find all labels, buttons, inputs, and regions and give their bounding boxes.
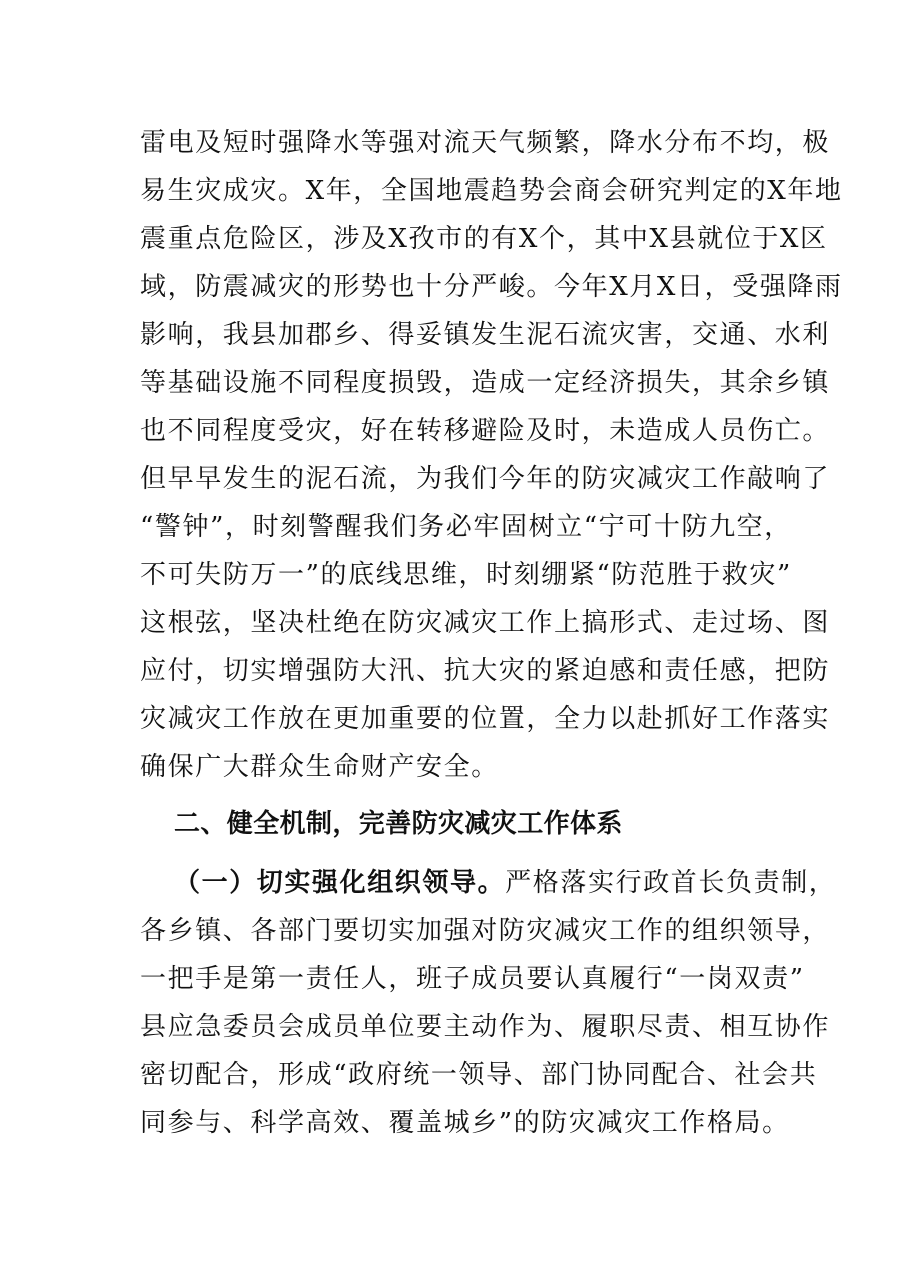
body-line: 一把手是第一责任人，班子成员要认真履行“一岗双责”	[140, 964, 805, 994]
subsection-first-line	[174, 867, 836, 899]
body-line: 不可失防万一”的底线思维，时刻绷紧“防范胜于救灾”	[140, 560, 792, 590]
subsection-first-line-rest: 严格落实行政首长负责制，	[505, 868, 837, 898]
body-line: 但早早发生的泥石流，为我们今年的防灾减灾工作敲响了	[140, 464, 831, 494]
subsection-lead: （一）切实强化组织领导。	[174, 868, 506, 898]
body-line: 域，防震减灾的形势也十分严峻。今年X月X日，受强降雨	[140, 272, 843, 302]
body-line: 各乡镇、各部门要切实加强对防灾减灾工作的组织领导，	[140, 916, 831, 946]
body-line: 灾减灾工作放在更加重要的位置，全力以赴抓好工作落实	[140, 704, 831, 734]
body-line: 易生灾成灾。X年，全国地震趋势会商会研究判定的X年地	[140, 176, 843, 206]
body-line: 同参与、科学高效、覆盖城乡”的防灾减灾工作格局。	[140, 1108, 790, 1138]
body-line: 这根弦，坚决杜绝在防灾减灾工作上搞形式、走过场、图	[140, 608, 831, 638]
body-line: 雷电及短时强降水等强对流天气频繁，降水分布不均，极	[140, 128, 831, 158]
body-line: 应付，切实增强防大汛、抗大灾的紧迫感和责任感，把防	[140, 656, 831, 686]
body-line: 密切配合，形成“政府统一领导、部门协同配合、社会共	[140, 1060, 818, 1090]
body-line: 等基础设施不同程度损毁，造成一定经济损失，其余乡镇	[140, 368, 831, 398]
body-line: 影响，我县加郡乡、得妥镇发生泥石流灾害，交通、水利	[140, 320, 831, 350]
body-line: 县应急委员会成员单位要主动作为、履职尽责、相互协作	[140, 1012, 831, 1042]
section-heading: 二、健全机制，完善防灾减灾工作体系	[174, 809, 623, 839]
body-line: 震重点危险区，涉及X孜市的有X个，其中X县就位于X区	[140, 224, 828, 254]
body-line: 确保广大群众生命财产安全。	[140, 752, 499, 782]
body-line: 也不同程度受灾，好在转移避险及时，未造成人员伤亡。	[140, 416, 831, 446]
body-line: “警钟”，时刻警醒我们务必牢固树立“宁可十防九空，	[140, 512, 792, 542]
